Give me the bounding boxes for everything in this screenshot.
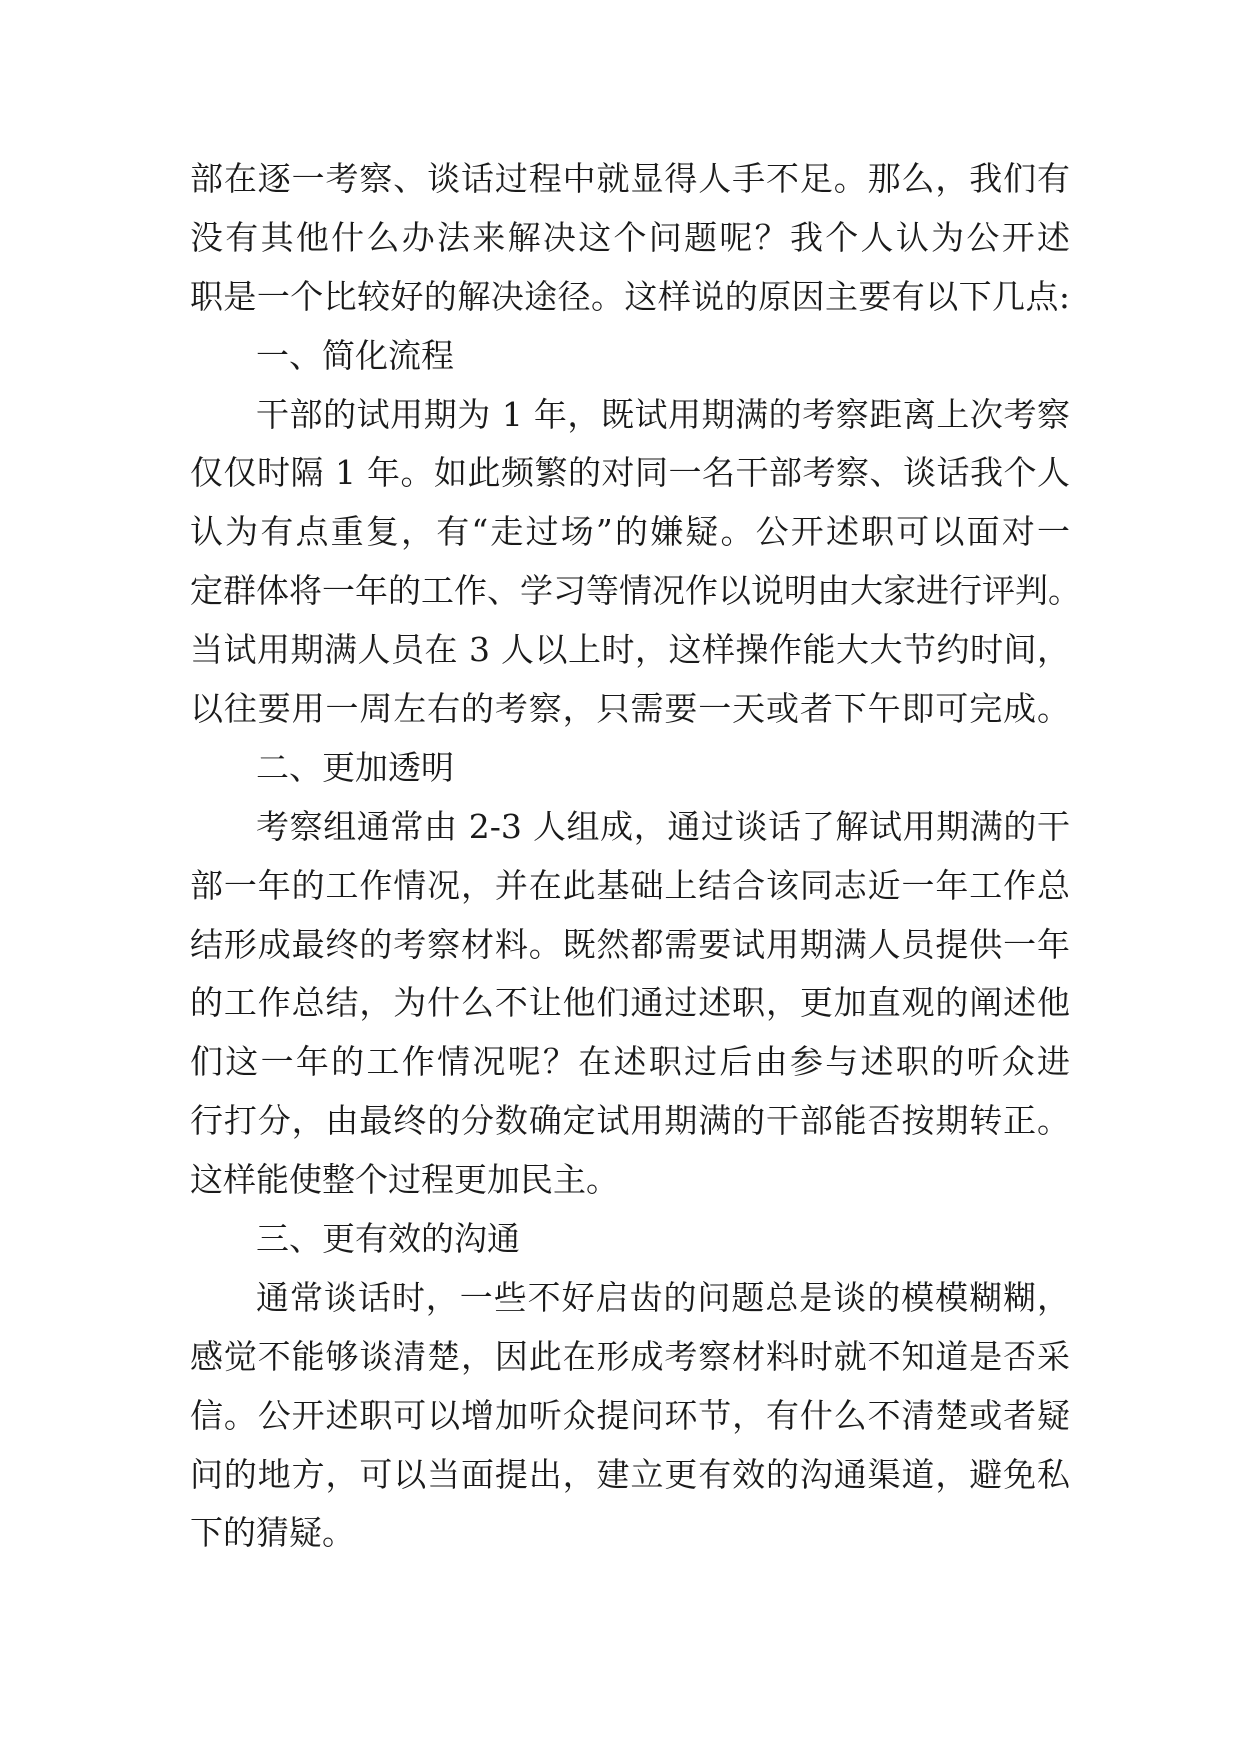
paragraph-line: 部在逐一考察、谈话过程中就显得人手不足。那么，我们有 bbox=[190, 159, 1070, 198]
body-text bbox=[190, 150, 1081, 1563]
paragraph-line: 们这一年的工作情况呢？在述职过后由参与述职的听众进 bbox=[190, 1042, 1070, 1082]
paragraph-line: 职是一个比较好的解决途径。这样说的原因主要有以下几点: bbox=[190, 276, 1070, 316]
section-heading-1: 一、简化流程 bbox=[256, 335, 454, 375]
paragraph-line: 感觉不能够谈清楚，因此在形成考察材料时就不知道是否采 bbox=[190, 1336, 1070, 1376]
paragraph-line: 行打分，由最终的分数确定试用期满的干部能否按期转正。 bbox=[190, 1101, 1070, 1141]
paragraph-line: 考察组通常由 2-3 人组成，通过谈话了解试用期满的干 bbox=[256, 806, 1070, 846]
paragraph-line: 下的猜疑。 bbox=[190, 1513, 355, 1553]
section-heading-3: 三、更有效的沟通 bbox=[256, 1219, 520, 1259]
paragraph-line: 以往要用一周左右的考察，只需要一天或者下午即可完成。 bbox=[190, 689, 1070, 729]
paragraph-line: 这样能使整个过程更加民主。 bbox=[190, 1160, 619, 1200]
paragraph-line: 当试用期满人员在 3 人以上时，这样操作能大大节约时间， bbox=[190, 630, 1070, 670]
paragraph-line: 没有其他什么办法来解决这个问题呢？我个人认为公开述 bbox=[190, 217, 1070, 257]
paragraph-line: 问的地方，可以当面提出，建立更有效的沟通渠道，避免私 bbox=[190, 1454, 1070, 1494]
paragraph-line: 定群体将一年的工作、学习等情况作以说明由大家进行评判。 bbox=[190, 571, 1081, 611]
paragraph-line: 认为有点重复，有“走过场”的嫌疑。公开述职可以面对一 bbox=[190, 512, 1070, 552]
paragraph-line: 的工作总结，为什么不让他们通过述职，更加直观的阐述他 bbox=[190, 983, 1070, 1023]
paragraph-line: 部一年的工作情况，并在此基础上结合该同志近一年工作总 bbox=[190, 865, 1070, 905]
section-heading-2: 二、更加透明 bbox=[256, 747, 454, 787]
paragraph-line: 通常谈话时，一些不好启齿的问题总是谈的模模糊糊， bbox=[256, 1277, 1070, 1317]
paragraph-line: 干部的试用期为 1 年，既试用期满的考察距离上次考察 bbox=[256, 394, 1070, 434]
paragraph-line: 结形成最终的考察材料。既然都需要试用期满人员提供一年 bbox=[190, 924, 1070, 964]
paragraph-line: 信。公开述职可以增加听众提问环节，有什么不清楚或者疑 bbox=[190, 1395, 1070, 1435]
paragraph-line: 仅仅时隔 1 年。如此频繁的对同一名干部考察、谈话我个人 bbox=[190, 453, 1070, 493]
